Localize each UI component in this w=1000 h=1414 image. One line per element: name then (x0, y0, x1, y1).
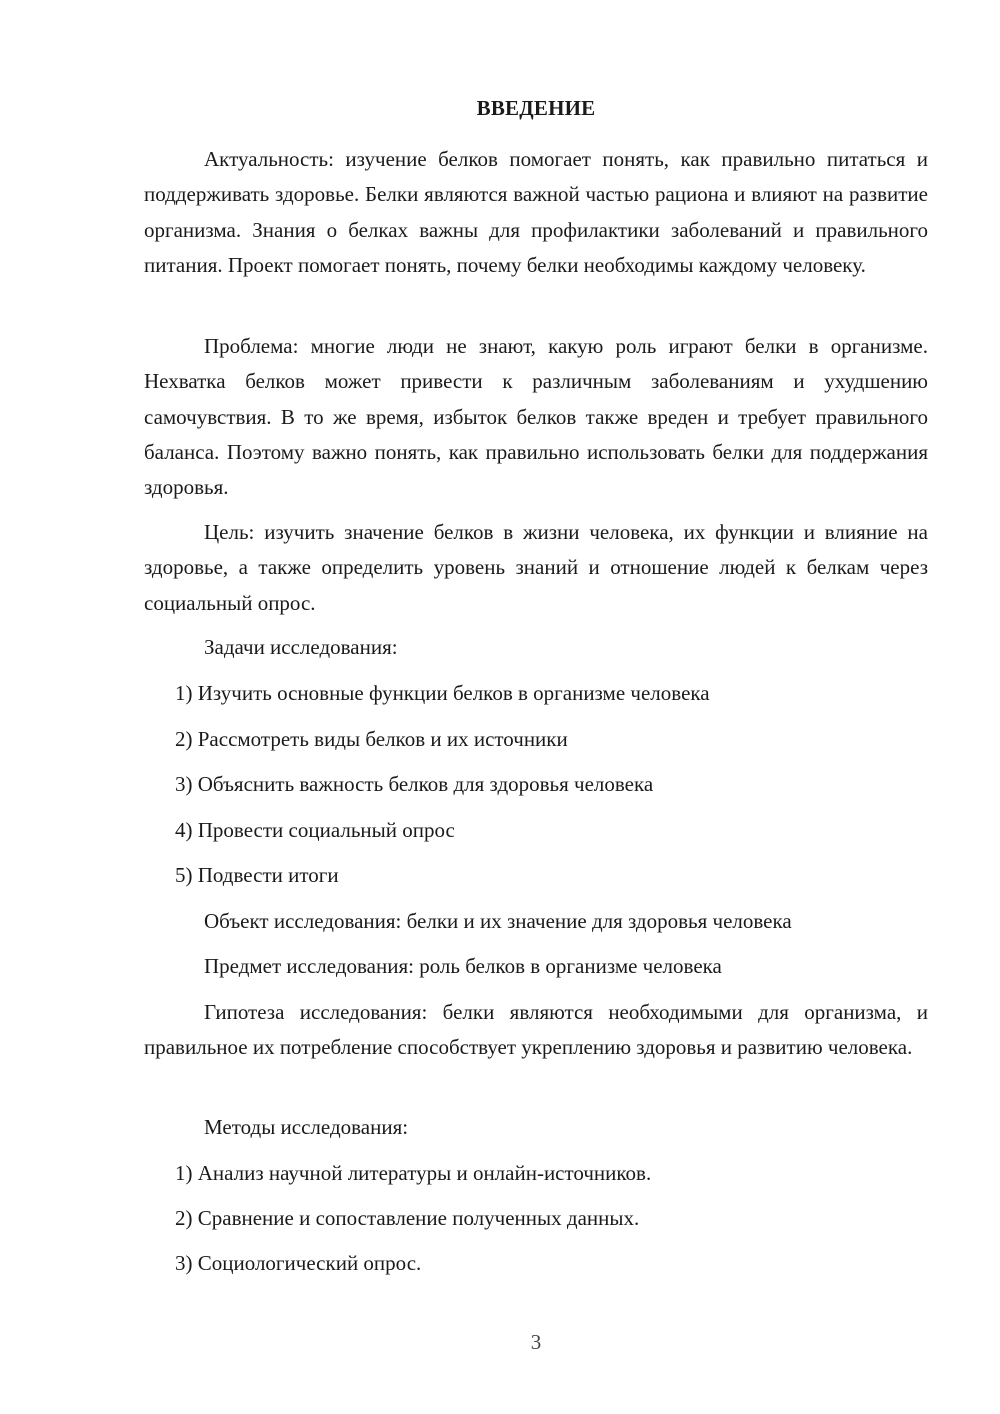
methods-heading: Методы исследования: (204, 1115, 409, 1139)
task-item: 5) Подвести итоги (175, 863, 339, 887)
task-item: 3) Объяснить важность белков для здоровья человека (175, 772, 654, 796)
goal-paragraph: Цель: изучить значение белков в жизни человека, их функции и влияние на здоровье, а также определить уровень знаний и отношение людей к белкам через социальный опрос. (144, 520, 928, 615)
task-item: 2) Рассмотреть виды белков и их источники (175, 727, 568, 751)
page-number: 3 (530, 1330, 542, 1354)
tasks-heading: Задачи исследования: (204, 635, 398, 659)
hypothesis-paragraph: Гипотеза исследования: белки являются необходимыми для организма, и правильное их потребление способствует укреплению здоровья и развитию человека. (144, 1000, 928, 1060)
method-item: 1) Анализ научной литературы и онлайн-источников. (175, 1161, 652, 1185)
subject-line: Предмет исследования: роль белков в организме человека (204, 954, 722, 978)
task-item: 4) Провести социальный опрос (175, 818, 455, 842)
relevance-paragraph: Актуальность: изучение белков помогает понять, как правильно питаться и поддерживать здоровье. Белки являются важной частью рациона и влияют на развитие организма. Знания о белках важны для профилактики заболеваний и правильного питания. Проект помогает понять, почему белки необходимы каждому человеку. (144, 147, 928, 277)
problem-paragraph: Проблема: многие люди не знают, какую роль играют белки в организме. Нехватка белков может привести к различным заболеваниям и ухудшению самочувствия. В то же время, избыток белков также вреден и требует правильного баланса. Поэтому важно понять, как правильно использовать белки для поддержания здоровья. (144, 334, 928, 500)
method-item: 2) Сравнение и сопоставление полученных данных. (175, 1206, 640, 1230)
method-item: 3) Социологический опрос. (175, 1251, 422, 1275)
page-title: ВВЕДЕНИЕ (476, 96, 596, 120)
task-item: 1) Изучить основные функции белков в организме человека (175, 681, 710, 705)
object-line: Объект исследования: белки и их значение для здоровья человека (204, 909, 792, 933)
